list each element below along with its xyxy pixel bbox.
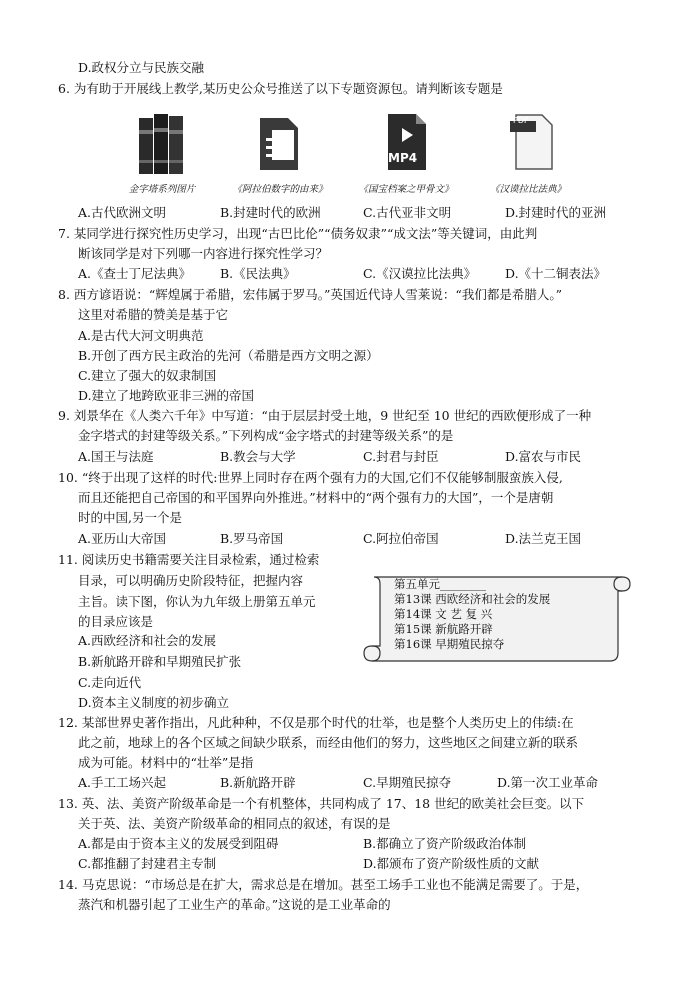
q7-option-d: D.《十二铜表法》	[505, 266, 607, 281]
q6-option-c: C.古代亚非文明	[363, 205, 452, 220]
q12-option-a: A.手工工场兴起	[78, 775, 167, 790]
scroll-lesson-15: 第15课 新航路开辟	[394, 622, 493, 636]
q8-stem-line1: 8. 西方谚语说：“辉煌属于希腊，宏伟属于罗马。”英国近代诗人雪莱说：“我们都是希腊人。”	[58, 287, 562, 302]
q11-option-a: A.西欧经济和社会的发展	[78, 633, 217, 648]
q5-option-d: D.政权分立与民族交融	[78, 60, 205, 75]
q6-option-d: D.封建时代的亚洲	[505, 205, 607, 220]
q8-option-b: B.开创了西方民主政治的先河（希腊是西方文明之源）	[78, 348, 379, 363]
q8-option-a: A.是古代大河文明典范	[78, 328, 204, 343]
q14-stem-line2: 蒸汽和机器引起了工业生产的革命。”这说的是工业革命的	[78, 897, 391, 912]
scroll-unit-title: 第五单元________	[394, 577, 486, 591]
q7-option-a: A.《查士丁尼法典》	[78, 266, 192, 281]
q8-option-c: C.建立了强大的奴隶制国	[78, 368, 217, 383]
q14-stem-line1: 14. 马克思说：“市场总是在扩大，需求总是在增加。甚至工场手工业也不能满足需要了。于是，	[58, 877, 589, 892]
q13-option-a: A.都是由于资本主义的发展受到阻碍	[78, 836, 279, 851]
q11-option-d: D.资本主义制度的初步确立	[78, 695, 230, 710]
q10-stem-line3: 时的中国,另一个是	[78, 510, 182, 525]
q13-stem-line1: 13. 英、法、美资产阶级革命是一个有机整体，共同构成了 17、18 世纪的欧美社会巨变。以下	[58, 796, 585, 811]
q11-option-c: C.走向近代	[78, 675, 142, 690]
q7-option-c: C.《汉谟拉比法典》	[363, 266, 477, 281]
q9-stem-line1: 9. 刘景华在《人类六千年》中写道：“由于层层封受土地，9 世纪至 10 世纪的西欧便形成了一种	[58, 408, 592, 423]
scroll-lesson-13: 第13课 西欧经济和社会的发展	[394, 592, 551, 606]
q8-stem-line2: 这里对希腊的赞美是基于它	[78, 307, 229, 322]
q10-stem-line2: 而且还能把自己帝国的和平国界向外推进。”材料中的“两个强有力的大国”，一个是唐朝	[78, 490, 554, 505]
q6-option-b: B.封建时代的欧洲	[220, 205, 321, 220]
pdf-label: PDF	[513, 116, 529, 125]
q12-option-d: D.第一次工业革命	[497, 775, 599, 790]
q6-caption-1: 金字塔系列图片	[128, 184, 196, 195]
q12-stem-line3: 成为可能。材料中的“壮举”是指	[78, 755, 254, 770]
q13-option-c: C.都推翻了封建君主专制	[78, 856, 217, 871]
q9-option-b: B.教会与大学	[220, 449, 296, 464]
q12-option-c: C.早期殖民掠夺	[363, 775, 452, 790]
q6-option-a: A.古代欧洲文明	[78, 205, 167, 220]
mp4-label: MP4	[388, 151, 418, 165]
q11-stem-line1: 11. 阅读历史书籍需要关注目录检索，通过检索	[58, 552, 320, 567]
q13-stem-line2: 关于英、法、美资产阶级革命的相同点的叙述，有误的是	[78, 816, 391, 831]
q6-caption-3: 《国宝档案之甲骨文》	[358, 184, 454, 195]
q7-option-b: B.《民法典》	[220, 266, 296, 281]
q8-option-d: D.建立了地跨欧亚非三洲的帝国	[78, 388, 255, 403]
q10-option-d: D.法兰克王国	[505, 531, 582, 546]
books-icon	[137, 110, 187, 176]
q6-caption-4: 《汉谟拉比法典》	[489, 184, 566, 195]
q6-stem: 6. 为有助于开展线上教学,某历史公众号推送了以下专题资源包。请判断该专题是	[58, 81, 503, 96]
q13-option-d: D.都颁布了资产阶级性质的文献	[363, 856, 540, 871]
scroll-lesson-14: 第14课 文 艺 复 兴	[394, 607, 493, 621]
q12-option-b: B.新航路开辟	[220, 775, 296, 790]
scroll-lesson-16: 第16课 早期殖民掠夺	[394, 637, 505, 651]
q11-stem-line4: 的目录应该是	[78, 614, 154, 629]
q9-option-c: C.封君与封臣	[363, 449, 439, 464]
q9-option-d: D.富农与市民	[505, 449, 582, 464]
q12-stem-line1: 12. 某部世界史著作指出，凡此种种，不仅是那个时代的壮举，也是整个人类历史上的伟绩:在	[58, 715, 574, 730]
q7-stem-line1: 7. 某同学进行探究性历史学习，出现“古巴比伦”“债务奴隶”“成文法”等关键词，由此判	[58, 226, 538, 241]
q9-option-a: A.国王与法庭	[78, 449, 154, 464]
q11-option-b: B.新航路开辟和早期殖民扩张	[78, 654, 242, 669]
q10-stem-line1: 10. “终于出现了这样的时代:世界上同时存在两个强有力的大国,它们不仅能够制服蛮族入侵,	[58, 470, 563, 485]
q6-caption-2: 《阿拉伯数字的由来》	[232, 184, 328, 195]
table-of-contents-scroll	[360, 573, 635, 665]
q10-option-a: A.亚历山大帝国	[78, 531, 167, 546]
q11-stem-line2: 目录，可以明确历史阶段特征，把握内容	[78, 573, 304, 588]
q11-stem-line3: 主旨。读下图，你认为九年级上册第五单元	[78, 594, 316, 609]
document-icon	[258, 116, 300, 172]
q12-stem-line2: 此之前，地球上的各个区域之间缺少联系，而经由他们的努力，这些地区之间建立新的联系	[78, 735, 579, 750]
q10-option-c: C.阿拉伯帝国	[363, 531, 439, 546]
q13-option-b: B.都确立了资产阶级政治体制	[363, 836, 527, 851]
q9-stem-line2: 金字塔式的封建等级关系。”下列构成“金字塔式的封建等级关系”的是	[78, 428, 454, 443]
q7-stem-line2: 断该同学是对下列哪一内容进行探究性学习？	[78, 246, 329, 261]
q10-option-b: B.罗马帝国	[220, 531, 284, 546]
